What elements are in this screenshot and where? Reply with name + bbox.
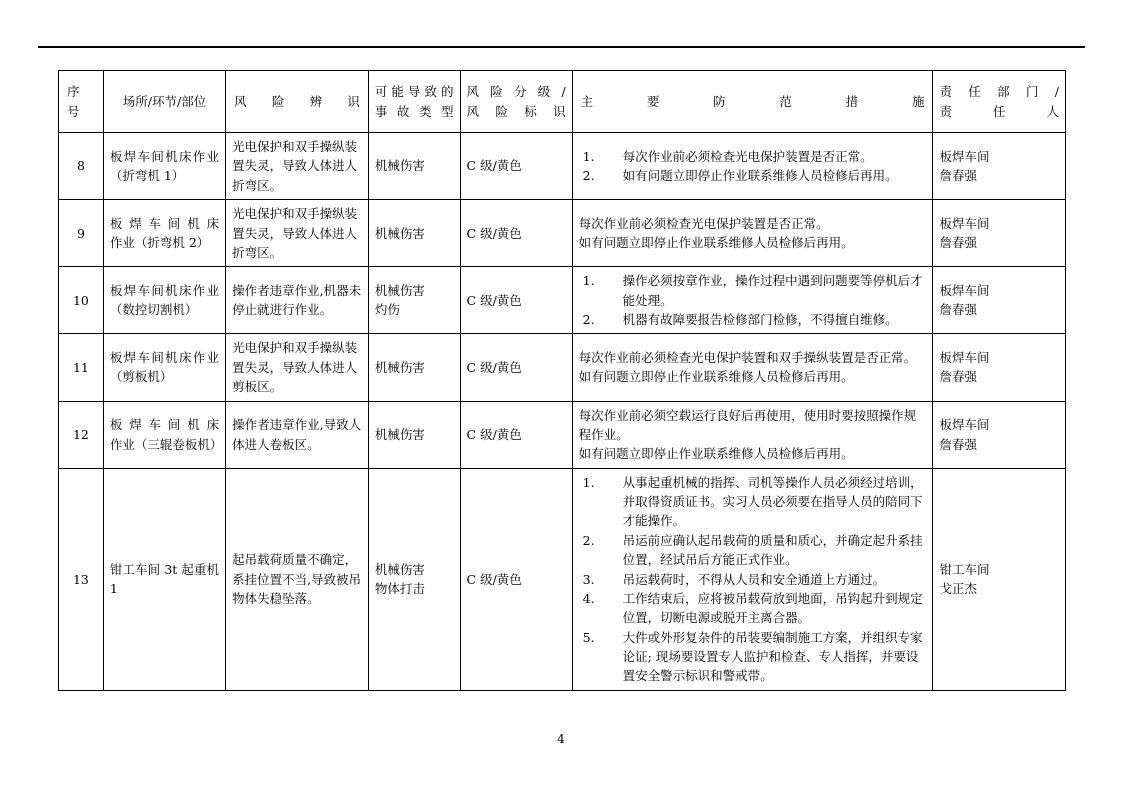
cell-place: 板焊车间机床作业（剪板机） bbox=[103, 334, 225, 401]
measure-item: 每次作业前必须空载运行良好后再使用，使用时要按照操作规程作业。 bbox=[578, 407, 917, 442]
cell-measures bbox=[572, 401, 933, 468]
responsible-person: 戈正杰 bbox=[939, 581, 977, 597]
table-row bbox=[59, 133, 1066, 200]
measure-item: 大件或外形复杂件的吊装要编制施工方案，并组织专家论证; 现场要设置专人监护和检查、专人指挥，并要设置安全警示标识和警戒带。 bbox=[622, 629, 923, 684]
cell-place: 板 焊 车 间 机 床 作业（折弯机 2） bbox=[103, 200, 225, 267]
risk-control-table bbox=[58, 70, 1066, 691]
column-header-grade bbox=[460, 71, 572, 133]
table-header-row bbox=[59, 71, 1066, 133]
responsible-department: 板焊车间 bbox=[939, 148, 990, 164]
measure-item: 如有问题立即停止作业联系维修人员检修后再用。 bbox=[622, 168, 898, 184]
measure-item: 工作结束后，应将被吊载荷放到地面，吊钩起升到规定位置，切断电源或脱开主离合器。 bbox=[622, 590, 923, 626]
table-row bbox=[59, 401, 1066, 468]
measure-item: 操作必须按章作业，操作过程中遇到问题要等停机后才能处理。 bbox=[622, 273, 923, 308]
measure-item: 吊运前应确认起吊载荷的质量和质心，并确定起升系挂位置，经试吊后方能正式作业。 bbox=[622, 532, 923, 568]
column-header-accident-line2: 事 故 类 型 bbox=[374, 103, 454, 119]
cell-accident-type bbox=[368, 468, 460, 690]
table-body bbox=[59, 133, 1066, 691]
cell-accident-type bbox=[368, 133, 460, 200]
cell-seq: 8 bbox=[59, 133, 104, 200]
cell-place: 板焊车间机床作业（数控切割机） bbox=[103, 267, 225, 334]
measures-list bbox=[579, 473, 927, 686]
cell-measures bbox=[572, 133, 933, 200]
cell-accident-type bbox=[368, 334, 460, 401]
column-header-seq-label: 序 号 bbox=[67, 84, 80, 119]
table-row bbox=[59, 267, 1066, 334]
cell-responsible bbox=[933, 267, 1066, 334]
cell-responsible bbox=[933, 334, 1066, 401]
cell-risk: 操作者违章作业,机器未停止就进行作业。 bbox=[226, 267, 369, 334]
column-header-place bbox=[103, 71, 225, 133]
table-row bbox=[59, 334, 1066, 401]
responsible-department: 钳工车间 bbox=[939, 561, 990, 577]
column-header-risk bbox=[226, 71, 369, 133]
cell-accident-type bbox=[368, 267, 460, 334]
measures-list bbox=[579, 214, 927, 253]
cell-seq: 9 bbox=[59, 200, 104, 267]
column-header-risk-label: 风 险 辨 识 bbox=[234, 93, 360, 109]
measure-item: 如有问题立即停止作业联系维修人员检修后再用。 bbox=[578, 446, 854, 462]
table-row bbox=[59, 200, 1066, 267]
measures-list bbox=[579, 348, 927, 387]
measures-list bbox=[579, 147, 927, 186]
cell-risk-grade: C 级/黄色 bbox=[460, 200, 572, 267]
responsible-person: 詹春强 bbox=[939, 369, 977, 385]
accident-type-line: 物体打击 bbox=[374, 581, 425, 597]
measure-item: 每次作业前必须检查光电保护装置和双手操纵装置是否正常。 bbox=[578, 350, 917, 366]
cell-seq: 11 bbox=[59, 334, 104, 401]
cell-place: 钳工车间 3t 起重机 1 bbox=[103, 468, 225, 690]
cell-seq: 12 bbox=[59, 401, 104, 468]
accident-type-line: 灼伤 bbox=[374, 302, 400, 318]
column-header-accident-line1: 可能导致的 bbox=[374, 84, 454, 100]
responsible-person: 詹春强 bbox=[939, 302, 977, 318]
cell-measures bbox=[572, 468, 933, 690]
cell-seq: 13 bbox=[59, 468, 104, 690]
measure-item: 从事起重机械的指挥、司机等操作人员必须经过培训，并取得资质证书。实习人员必须要在指导人员的陪同下才能操作。 bbox=[622, 474, 923, 529]
page-number: 4 bbox=[557, 732, 565, 746]
column-header-dept bbox=[933, 71, 1066, 133]
responsible-person: 詹春强 bbox=[939, 235, 977, 251]
cell-responsible bbox=[933, 401, 1066, 468]
cell-place: 板 焊 车 间 机 床 作业（三辊卷板机） bbox=[103, 401, 225, 468]
cell-risk: 光电保护和双手操纵装置失灵，导致人体进人折弯区。 bbox=[226, 133, 369, 200]
column-header-measures-label: 主 要 防 范 措 施 bbox=[580, 93, 925, 109]
cell-accident-type bbox=[368, 200, 460, 267]
measure-item: 每次作业前必须检查光电保护装置是否正常。 bbox=[622, 148, 873, 164]
responsible-department: 板焊车间 bbox=[939, 282, 990, 298]
column-header-dept-line2: 责 任 人 bbox=[939, 103, 1059, 119]
accident-type-line: 机械伤害 bbox=[374, 225, 425, 241]
cell-measures bbox=[572, 200, 933, 267]
column-header-grade-line2: 风 险 标 识 bbox=[466, 103, 566, 119]
cell-responsible bbox=[933, 200, 1066, 267]
cell-risk-grade: C 级/黄色 bbox=[460, 267, 572, 334]
cell-risk-grade: C 级/黄色 bbox=[460, 468, 572, 690]
cell-responsible bbox=[933, 133, 1066, 200]
responsible-person: 詹春强 bbox=[939, 168, 977, 184]
accident-type-line: 机械伤害 bbox=[374, 282, 425, 298]
measure-item: 如有问题立即停止作业联系维修人员检修后再用。 bbox=[578, 235, 854, 251]
cell-measures bbox=[572, 334, 933, 401]
measures-list bbox=[579, 406, 927, 464]
accident-type-line: 机械伤害 bbox=[374, 561, 425, 577]
cell-risk-grade: C 级/黄色 bbox=[460, 133, 572, 200]
measure-item: 每次作业前必须检查光电保护装置是否正常。 bbox=[578, 215, 829, 231]
accident-type-line: 机械伤害 bbox=[374, 158, 425, 174]
cell-risk: 光电保护和双手操纵装置失灵，导致人体进人折弯区。 bbox=[226, 200, 369, 267]
measure-item: 如有问题立即停止作业联系维修人员检修后再用。 bbox=[578, 369, 854, 385]
responsible-department: 板焊车间 bbox=[939, 350, 990, 366]
responsible-department: 板焊车间 bbox=[939, 215, 990, 231]
column-header-place-label: 场所/环节/部位 bbox=[122, 93, 207, 109]
responsible-person: 詹春强 bbox=[939, 436, 977, 452]
cell-risk: 起吊载荷质量不确定，系挂位置不当,导致被吊物体失稳坠落。 bbox=[226, 468, 369, 690]
page-header-rule bbox=[38, 46, 1085, 48]
cell-risk-grade: C 级/黄色 bbox=[460, 334, 572, 401]
column-header-seq bbox=[59, 71, 104, 133]
measure-item: 机器有故障要报告检修部门检修，不得擅自维修。 bbox=[622, 312, 898, 327]
cell-risk: 操作者违章作业,导致人体进人卷板区。 bbox=[226, 401, 369, 468]
cell-place: 板焊车间机床作业（折弯机 1） bbox=[103, 133, 225, 200]
measures-list bbox=[579, 271, 927, 329]
cell-measures bbox=[572, 267, 933, 334]
responsible-department: 板焊车间 bbox=[939, 417, 990, 433]
table-row bbox=[59, 468, 1066, 690]
cell-seq: 10 bbox=[59, 267, 104, 334]
column-header-grade-line1: 风 险 分 级 / bbox=[466, 84, 566, 100]
cell-risk: 光电保护和双手操纵装置失灵，导致人体进人剪板区。 bbox=[226, 334, 369, 401]
accident-type-line: 机械伤害 bbox=[374, 426, 425, 442]
accident-type-line: 机械伤害 bbox=[374, 359, 425, 375]
cell-risk-grade: C 级/黄色 bbox=[460, 401, 572, 468]
column-header-dept-line1: 责 任 部 门 / bbox=[939, 84, 1059, 100]
cell-accident-type bbox=[368, 401, 460, 468]
column-header-measures bbox=[572, 71, 933, 133]
column-header-accident bbox=[368, 71, 460, 133]
measure-item: 吊运载荷时，不得从人员和安全通道上方通过。 bbox=[622, 571, 886, 587]
cell-responsible bbox=[933, 468, 1066, 690]
